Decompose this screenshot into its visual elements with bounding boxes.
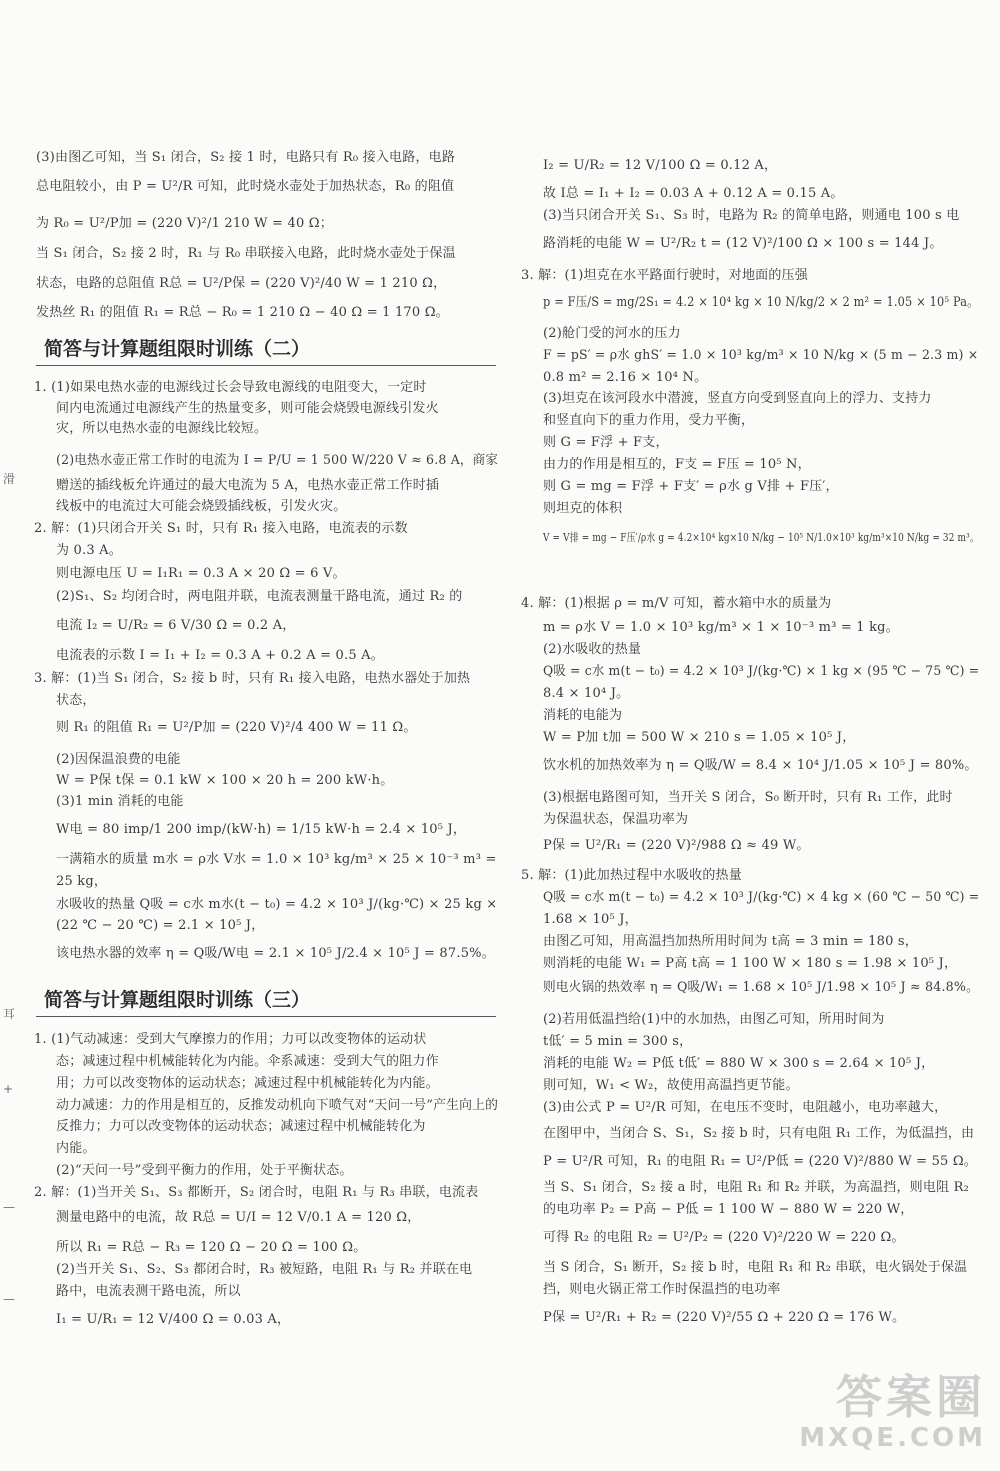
text-line: 电流 I₂ = U/R₂ = 6 V/30 Ω = 0.2 A， — [56, 618, 296, 633]
text-line: 则电火锅的热效率 η = Q吸/W₁ = 1.68 × 10⁵ J/1.98 × 10⁵ J ≈ 84.8%。 — [543, 980, 979, 995]
text-line: (3)1 min 消耗的电能 — [56, 794, 184, 809]
section-heading: 简答与计算题组限时训练（二） — [44, 338, 311, 360]
text-line: 则 R₁ 的阻值 R₁ = U²/P加 = (220 V)²/4 400 W = 11 Ω。 — [56, 720, 417, 735]
text-line: 动力减速：力的作用是相互的，反推发动机向下喷气对“天问一号”产生向上的 — [56, 1098, 499, 1113]
text-line: 内能。 — [56, 1141, 96, 1156]
text-line: 2. 解：(1)当开关 S₁、S₃ 都断开，S₂ 闭合时，电阻 R₁ 与 R₃ 串联，电流表 — [34, 1185, 479, 1200]
watermark-logo: 答案圈 — [836, 1370, 986, 1424]
text-line: 为保温状态，保温功率为 — [543, 812, 689, 827]
margin-mark: 耳 — [3, 1007, 16, 1021]
text-line: 测量电路中的电流，故 R总 = U/I = 12 V/0.1 A = 120 Ω， — [56, 1210, 421, 1225]
text-line: F = pS′ = ρ水 ghS′ = 1.0 × 10³ kg/m³ × 10 N/kg × (5 m − 2.3 m) × — [543, 348, 979, 363]
text-line: 电流表的示数 I = I₁ + I₂ = 0.3 A + 0.2 A = 0.5 A。 — [56, 648, 384, 663]
text-line: 饮水机的加热效率为 η = Q吸/W = 8.4 × 10⁴ J/1.05 × 10⁵ J = 80%。 — [543, 758, 978, 773]
text-line: m = ρ水 V = 1.0 × 10³ kg/m³ × 1 × 10⁻³ m³ = 1 kg。 — [543, 620, 899, 635]
heading-rule — [36, 1016, 496, 1017]
margin-mark: + — [3, 1082, 14, 1096]
text-line: I₂ = U/R₂ = 12 V/100 Ω = 0.12 A， — [543, 158, 778, 173]
text-line: Q吸 = c水 m(t − t₀) = 4.2 × 10³ J/(kg·℃) × 4 kg × (60 ℃ − 50 ℃) = — [543, 890, 980, 905]
text-line: 3. 解：(1)当 S₁ 闭合，S₂ 接 b 时，只有 R₁ 接入电路，电热水器处于加热 — [34, 671, 471, 686]
text-line: (3)当只闭合开关 S₁、S₃ 时，电路为 R₂ 的简单电路，则通电 100 s 电 — [543, 208, 960, 223]
heading-rule — [36, 365, 496, 366]
text-line: 消耗的电能为 — [543, 708, 623, 723]
text-line: W = P保 t保 = 0.1 kW × 100 × 20 h = 200 kW·h。 — [56, 773, 394, 788]
text-line: (2)“天问一号”受到平衡力的作用，处于平衡状态。 — [56, 1163, 353, 1178]
site-watermark — [799, 1371, 986, 1453]
text-line: 线板中的电流过大可能会烧毁插线板，引发火灾。 — [56, 499, 347, 514]
text-line: 一满箱水的质量 m水 = ρ水 V水 = 1.0 × 10³ kg/m³ × 25 × 10⁻³ m³ = — [56, 852, 497, 867]
margin-mark: — — [3, 1200, 15, 1214]
text-line: (2)水吸收的热量 — [543, 642, 642, 657]
text-line: 水吸收的热量 Q吸 = c水 m水(t − t₀) = 4.2 × 10³ J/(kg·℃) × 25 kg × — [56, 897, 498, 912]
text-line: 用；力可以改变物体的运动状态；减速过程中机械能转化为内能。 — [56, 1076, 439, 1091]
text-line: 该电热水器的效率 η = Q吸/W电 = 2.1 × 10⁵ J/2.4 × 10⁵ J = 87.5%。 — [56, 946, 495, 961]
text-line: (3)根据电路图可知，当开关 S 闭合，S₀ 断开时，只有 R₁ 工作，此时 — [543, 790, 953, 805]
text-line: (2)因保温浪费的电能 — [56, 752, 181, 767]
text-line: 状态，电路的总阻值 R总 = U²/P保 = (220 V)²/40 W = 1 210 Ω， — [36, 276, 447, 291]
text-line: 当 S₁ 闭合，S₂ 接 2 时，R₁ 与 R₀ 串联接入电路，此时烧水壶处于保温 — [36, 246, 456, 261]
text-line: 0.8 m² = 2.16 × 10⁴ N。 — [543, 370, 708, 385]
text-line: 为 0.3 A。 — [56, 543, 122, 558]
margin-mark: — — [3, 1292, 15, 1306]
text-line: 1.68 × 10⁵ J， — [543, 912, 638, 927]
text-line: (22 ℃ − 20 ℃) = 2.1 × 10⁵ J， — [56, 918, 265, 933]
text-line: P = U²/R 可知，R₁ 的电阻 R₁ = U²/P低 = (220 V)²/880 W = 55 Ω。 — [543, 1154, 978, 1169]
text-line: 路消耗的电能 W = U²/R₂ t = (12 V)²/100 Ω × 100 s = 144 J。 — [543, 236, 943, 251]
text-line: 则电源电压 U = I₁R₁ = 0.3 A × 20 Ω = 6 V。 — [56, 566, 346, 581]
text-line: 5. 解：(1)此加热过程中水吸收的热量 — [521, 868, 742, 883]
text-line: 25 kg， — [56, 874, 108, 889]
text-line: (2)舱门受的河水的压力 — [543, 326, 681, 341]
margin-mark: 滑 — [3, 472, 16, 486]
text-line: (3)由公式 P = U²/R 可知，在电压不变时，电阻越小，电功率越大， — [543, 1100, 948, 1115]
text-line: 消耗的电能 W₂ = P低 t低′ = 880 W × 300 s = 2.64 × 10⁵ J， — [543, 1056, 935, 1071]
text-line: 挡，则电火锅正常工作时保温挡的电功率 — [543, 1282, 781, 1297]
text-line: Q吸 = c水 m(t − t₀) = 4.2 × 10³ J/(kg·℃) × 1 kg × (95 ℃ − 75 ℃) = — [543, 664, 980, 679]
text-line: 间内电流通过电源线产生的热量变多，则可能会烧毁电源线引发火 — [56, 401, 439, 416]
text-line: 在图甲中，当闭合 S、S₁，S₂ 接 b 时，只有电阻 R₁ 工作，为低温挡，由 — [543, 1126, 975, 1141]
text-line: (2)电热水壶正常工作时的电流为 I = P/U = 1 500 W/220 V ≈ 6.8 A，商家 — [56, 453, 499, 468]
text-line: 赠送的插线板允许通过的最大电流为 5 A，电热水壶正常工作时插 — [56, 478, 440, 493]
text-line: 則可知，W₁ < W₂，故使用高温挡更节能。 — [543, 1078, 799, 1093]
text-line: 总电阻较小，由 P = U²/R 可知，此时烧水壶处于加热状态，R₀ 的阻值 — [36, 179, 455, 194]
text-line: 1. (1)气动减速：受到大气摩擦力的作用；力可以改变物体的运动状 — [34, 1032, 427, 1047]
section-heading: 简答与计算题组限时训练（三） — [44, 989, 311, 1011]
text-line: 可得 R₂ 的电阻 R₂ = U²/P₂ = (220 V)²/220 W = 220 Ω。 — [543, 1230, 905, 1245]
text-line: 8.4 × 10⁴ J。 — [543, 686, 630, 701]
text-line: t低′ = 5 min = 300 s， — [543, 1034, 693, 1049]
text-line: 发热丝 R₁ 的阻值 R₁ = R总 − R₀ = 1 210 Ω − 40 Ω = 1 170 Ω。 — [36, 305, 449, 320]
text-line: 1. (1)如果电热水壶的电源线过长会导致电源线的电阻变大，一定时 — [34, 380, 427, 395]
text-line: (2)当开关 S₁、S₂、S₃ 都闭合时，R₃ 被短路，电阻 R₁ 与 R₂ 并联在电 — [56, 1262, 473, 1277]
text-line: 3. 解：(1)坦克在水平路面行驶时，对地面的压强 — [521, 268, 808, 283]
text-line: 灾，所以电热水壶的电源线比较短。 — [56, 421, 268, 436]
text-line: 4. 解：(1)根据 ρ = m/V 可知，蓄水箱中水的质量为 — [521, 596, 832, 611]
text-line: (3)坦克在该河段水中潜渡，竖直方向受到竖直向上的浮力、支持力 — [543, 391, 932, 406]
text-line: I₁ = U/R₁ = 12 V/400 Ω = 0.03 A， — [56, 1312, 291, 1327]
text-line: 路中，电流表测干路电流，所以 — [56, 1284, 241, 1299]
text-line: 故 I总 = I₁ + I₂ = 0.03 A + 0.12 A = 0.15 A。 — [543, 186, 844, 201]
text-line: 由力的作用是相互的，F支 = F压 = 10⁵ N， — [543, 457, 811, 472]
text-line: 2. 解：(1)只闭合开关 S₁ 时，只有 R₁ 接入电路，电流表的示数 — [34, 521, 408, 536]
text-line: P保 = U²/R₁ + R₂ = (220 V)²/55 Ω + 220 Ω = 176 W。 — [543, 1310, 906, 1325]
text-line: 态；减速过程中机械能转化为内能。伞系减速：受到大气的阻力作 — [56, 1054, 439, 1069]
text-line: 的电功率 P₂ = P高 − P低 = 1 100 W − 880 W = 220 W， — [543, 1202, 914, 1217]
text-line: 反推力；力可以改变物体的运动状态；减速过程中机械能转化为 — [56, 1119, 426, 1134]
text-line: P保 = U²/R₁ = (220 V)²/988 Ω ≈ 49 W。 — [543, 838, 810, 853]
text-line: (2)S₁、S₂ 均闭合时，两电阻并联，电流表测量干路电流，通过 R₂ 的 — [56, 589, 463, 604]
text-line: p = F压/S = mg/2S₁ = 4.2 × 10⁴ kg × 10 N/kg/2 × 2 m² = 1.05 × 10⁵ Pa。 — [543, 295, 979, 310]
text-line: 则消耗的电能 W₁ = P高 t高 = 1 100 W × 180 s = 1.98 × 10⁵ J， — [543, 956, 958, 971]
text-line: (2)若用低温挡给(1)中的水加热，由图乙可知，所用时间为 — [543, 1012, 885, 1027]
text-line: 和竖直向下的重力作用，受力平衡， — [543, 413, 755, 428]
text-line: V = V排 = mg − F压′/ρ水 g = 4.2×10⁴ kg×10 N/kg − 10⁵ N/1.0×10³ kg/m³×10 N/kg = 32 m³。 — [543, 531, 979, 544]
text-line: 状态， — [56, 693, 96, 708]
text-line: 当 S、S₁ 闭合，S₂ 接 a 时，电阻 R₁ 和 R₂ 并联，为高温挡，则电阻 R₂ — [543, 1180, 970, 1195]
text-line: 为 R₀ = U²/P加 = (220 V)²/1 210 W = 40 Ω； — [36, 216, 333, 231]
text-line: 所以 R₁ = R总 − R₃ = 120 Ω − 20 Ω = 100 Ω。 — [56, 1240, 367, 1255]
text-line: W电 = 80 imp/1 200 imp/(kW·h) = 1/15 kW·h = 2.4 × 10⁵ J， — [56, 822, 467, 837]
text-line: 则 G = mg = F浮 + F支′ = ρ水 g V排 + F压′， — [543, 479, 839, 494]
text-line: W = P加 t加 = 500 W × 210 s = 1.05 × 10⁵ J， — [543, 730, 856, 745]
text-line: 则 G = F浮 + F支， — [543, 435, 669, 450]
text-line: 当 S 闭合，S₁ 断开，S₂ 接 b 时，电阻 R₁ 和 R₂ 串联，电火锅处于保温 — [543, 1260, 968, 1275]
text-line: (3)由图乙可知，当 S₁ 闭合，S₂ 接 1 时，电路只有 R₀ 接入电路，电路 — [36, 150, 456, 165]
text-line: 则坦克的体积 — [543, 501, 623, 516]
watermark-url: MXQE.COM — [799, 1423, 986, 1453]
text-line: 由图乙可知，用高温挡加热所用时间为 t高 = 3 min = 180 s， — [543, 934, 918, 949]
